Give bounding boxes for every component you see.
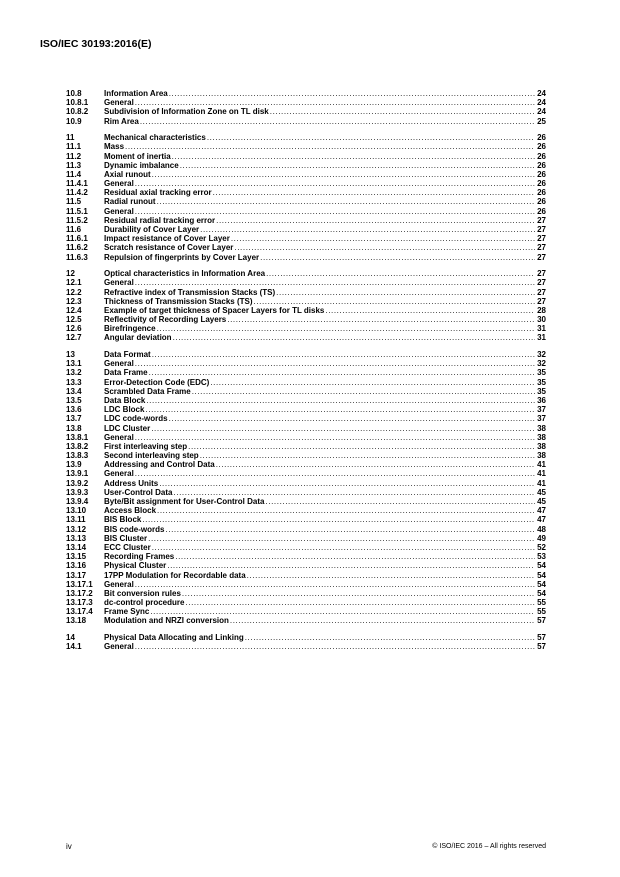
toc-entry-number: 10.8.2	[66, 107, 89, 117]
toc-dot-leader	[325, 306, 535, 315]
toc-entry-title: General	[104, 469, 134, 479]
toc-entry-page: 38	[537, 441, 546, 451]
toc-dot-leader	[173, 333, 535, 342]
toc-dot-leader	[159, 479, 535, 488]
toc-entry[interactable]	[66, 278, 546, 287]
toc-dot-leader	[245, 633, 535, 642]
toc-entry-title: General	[104, 179, 134, 189]
toc-entry-page: 27	[537, 215, 546, 225]
toc-entry[interactable]	[66, 469, 546, 478]
toc-entry-page: 32	[537, 350, 546, 360]
toc-entry-page: 45	[537, 487, 546, 497]
toc-entry[interactable]	[66, 89, 546, 98]
toc-entry-number: 11.6.2	[66, 243, 88, 253]
toc-dot-leader	[135, 469, 535, 478]
toc-entry[interactable]	[66, 497, 546, 506]
toc-dot-leader	[172, 152, 535, 161]
toc-entry-title: Physical Data Allocating and Linking	[104, 633, 244, 643]
toc-entry-page: 41	[537, 478, 546, 488]
toc-entry-title: General	[104, 432, 134, 442]
toc-entry-title: Scrambled Data Frame	[104, 386, 191, 396]
toc-entry-number: 13.6	[66, 405, 82, 415]
toc-entry-title: dc-control procedure	[104, 598, 185, 608]
toc-entry[interactable]	[66, 152, 546, 161]
toc-dot-leader	[192, 387, 535, 396]
toc-dot-leader	[207, 133, 535, 142]
toc-entry[interactable]	[66, 359, 546, 368]
toc-entry[interactable]	[66, 107, 546, 116]
toc-dot-leader	[145, 405, 535, 414]
toc-dot-leader	[135, 580, 535, 589]
toc-entry-title: Subdivision of Information Zone on TL disk	[104, 107, 269, 117]
toc-entry-title: Data Format	[104, 350, 151, 360]
toc-entry-number: 13.1	[66, 359, 82, 369]
toc-entry-page: 36	[537, 395, 546, 405]
toc-entry-page: 26	[537, 197, 546, 207]
toc-entry-page: 35	[537, 386, 546, 396]
toc-entry-page: 54	[537, 579, 546, 589]
toc-entry-page: 45	[537, 497, 546, 507]
toc-entry-page: 27	[537, 287, 546, 297]
toc-entry-page: 57	[537, 616, 546, 626]
toc-dot-leader	[152, 350, 535, 359]
toc-entry-page: 26	[537, 160, 546, 170]
toc-dot-leader	[231, 234, 535, 243]
toc-entry[interactable]	[66, 324, 546, 333]
toc-entry-page: 27	[537, 269, 546, 279]
toc-entry-title: Angular deviation	[104, 333, 172, 343]
toc-dot-leader	[216, 216, 535, 225]
toc-entry[interactable]	[66, 350, 546, 359]
table-of-contents	[66, 89, 546, 651]
toc-entry-page: 38	[537, 451, 546, 461]
toc-entry-page: 38	[537, 432, 546, 442]
toc-entry-title: User-Control Data	[104, 487, 173, 497]
toc-entry-page: 26	[537, 151, 546, 161]
toc-dot-leader	[247, 571, 535, 580]
toc-entry-number: 13.16	[66, 561, 87, 571]
toc-entry-number: 13.9.1	[66, 469, 89, 479]
toc-entry-title: General	[104, 278, 134, 288]
toc-entry-title: Reflectivity of Recording Layers	[104, 315, 227, 325]
toc-entry-title: Birefringence	[104, 324, 156, 334]
toc-dot-leader	[227, 315, 535, 324]
toc-entry-page: 41	[537, 460, 546, 470]
toc-dot-leader	[135, 642, 535, 651]
toc-entry-page: 31	[537, 324, 546, 334]
toc-entry[interactable]	[66, 424, 546, 433]
toc-entry-number: 13.18	[66, 616, 87, 626]
toc-entry-page: 49	[537, 533, 546, 543]
toc-entry[interactable]	[66, 98, 546, 107]
toc-entry[interactable]	[66, 571, 546, 580]
toc-entry-page: 26	[537, 142, 546, 152]
toc-dot-leader	[167, 561, 535, 570]
toc-entry-page: 41	[537, 469, 546, 479]
toc-entry-number: 13.10	[66, 506, 87, 516]
toc-entry-title: Durability of Cover Layer	[104, 225, 200, 235]
toc-entry-number: 13.17.4	[66, 607, 93, 617]
toc-dot-leader	[188, 442, 535, 451]
toc-dot-leader	[157, 197, 535, 206]
toc-dot-leader	[125, 142, 535, 151]
toc-entry-page: 35	[537, 377, 546, 387]
toc-entry-title: Rim Area	[104, 116, 139, 126]
toc-entry-title: Mass	[104, 142, 125, 152]
toc-entry-number: 13.8.3	[66, 451, 89, 461]
toc-entry[interactable]	[66, 306, 546, 315]
toc-entry-page: 48	[537, 524, 546, 534]
toc-entry[interactable]	[66, 598, 546, 607]
toc-entry-page: 57	[537, 633, 546, 643]
toc-entry[interactable]	[66, 225, 546, 234]
toc-entry-number: 13.4	[66, 386, 82, 396]
toc-entry[interactable]	[66, 333, 546, 342]
toc-entry-title: Example of target thickness of Spacer Layers for TL disks	[104, 305, 325, 315]
toc-entry-title: Residual axial tracking error	[104, 188, 212, 198]
toc-entry-title: Mechanical characteristics	[104, 133, 206, 143]
toc-entry-page: 57	[537, 642, 546, 652]
toc-entry-title: Second interleaving step	[104, 451, 199, 461]
toc-entry[interactable]	[66, 142, 546, 151]
toc-entry-number: 13.9.4	[66, 497, 89, 507]
toc-entry[interactable]	[66, 207, 546, 216]
toc-entry-number: 13.17	[66, 570, 87, 580]
toc-entry[interactable]	[66, 179, 546, 188]
toc-entry-number: 12.4	[66, 305, 82, 315]
toc-entry-number: 13.9	[66, 460, 82, 470]
toc-entry-title: Access Block	[104, 506, 157, 516]
toc-entry[interactable]	[66, 133, 546, 142]
toc-entry-page: 27	[537, 243, 546, 253]
toc-dot-leader	[230, 616, 535, 625]
toc-entry[interactable]	[66, 188, 546, 197]
toc-entry-number: 13	[66, 350, 75, 360]
toc-entry[interactable]	[66, 506, 546, 515]
toc-entry-page: 26	[537, 206, 546, 216]
toc-dot-leader	[149, 368, 535, 377]
toc-entry-number: 11.4.1	[66, 179, 88, 189]
toc-entry-title: Frame Sync	[104, 607, 150, 617]
toc-entry-number: 11.3	[66, 160, 82, 170]
toc-entry-title: Error-Detection Code (EDC)	[104, 377, 210, 387]
toc-entry-page: 53	[537, 552, 546, 562]
toc-entry-number: 13.8.2	[66, 441, 89, 451]
toc-entry-title: General	[104, 642, 134, 652]
toc-entry-number: 11.1	[66, 142, 82, 152]
toc-entry-page: 31	[537, 333, 546, 343]
toc-entry[interactable]	[66, 534, 546, 543]
toc-entry-page: 24	[537, 107, 546, 117]
toc-entry-page: 55	[537, 607, 546, 617]
copyright-notice: © ISO/IEC 2016 – All rights reserved	[432, 843, 546, 850]
toc-entry-title: Residual radial tracking error	[104, 215, 216, 225]
toc-entry-title: First interleaving step	[104, 441, 188, 451]
toc-entry[interactable]	[66, 479, 546, 488]
toc-entry-title: Refractive index of Transmission Stacks (TS)	[104, 287, 276, 297]
toc-dot-leader	[169, 89, 535, 98]
toc-entry-number: 11	[66, 133, 75, 143]
toc-entry[interactable]	[66, 433, 546, 442]
toc-dot-leader	[135, 278, 535, 287]
toc-entry-page: 55	[537, 598, 546, 608]
toc-entry-page: 54	[537, 588, 546, 598]
toc-entry-number: 13.14	[66, 542, 87, 552]
toc-entry-title: Addressing and Control Data	[104, 460, 215, 470]
toc-entry-number: 13.12	[66, 524, 87, 534]
toc-dot-leader	[200, 451, 535, 460]
toc-dot-leader	[157, 324, 535, 333]
toc-entry[interactable]	[66, 170, 546, 179]
toc-dot-leader	[135, 359, 535, 368]
toc-dot-leader	[142, 515, 535, 524]
toc-entry-page: 54	[537, 561, 546, 571]
toc-entry-number: 13.3	[66, 377, 82, 387]
toc-entry-title: BIS Cluster	[104, 533, 148, 543]
toc-entry-title: ECC Cluster	[104, 542, 151, 552]
toc-entry-page: 54	[537, 570, 546, 580]
toc-entry-page: 32	[537, 359, 546, 369]
toc-entry-title: Recording Frames	[104, 552, 175, 562]
toc-entry-number: 11.6.3	[66, 252, 88, 262]
toc-dot-leader	[151, 424, 535, 433]
toc-entry-page: 52	[537, 542, 546, 552]
toc-entry[interactable]	[66, 253, 546, 262]
toc-entry-page: 25	[537, 116, 546, 126]
toc-dot-leader	[254, 297, 536, 306]
toc-entry-number: 10.8.1	[66, 98, 89, 108]
toc-dot-leader	[135, 98, 535, 107]
toc-entry[interactable]	[66, 642, 546, 651]
toc-entry-page: 26	[537, 169, 546, 179]
toc-entry-number: 12.3	[66, 296, 82, 306]
toc-entry-page: 27	[537, 278, 546, 288]
toc-entry-number: 13.2	[66, 368, 82, 378]
toc-entry[interactable]	[66, 161, 546, 170]
toc-entry-title: Byte/Bit assignment for User-Control Data	[104, 497, 265, 507]
toc-entry-title: Data Block	[104, 395, 146, 405]
toc-entry-title: Scratch resistance of Cover Layer	[104, 243, 234, 253]
toc-dot-leader	[213, 188, 535, 197]
toc-dot-leader	[169, 414, 535, 423]
toc-entry[interactable]	[66, 315, 546, 324]
toc-entry[interactable]	[66, 460, 546, 469]
toc-entry[interactable]	[66, 451, 546, 460]
toc-entry-title: General	[104, 98, 134, 108]
toc-entry-number: 13.11	[66, 515, 86, 525]
toc-entry-page: 37	[537, 405, 546, 415]
toc-entry-number: 13.5	[66, 395, 82, 405]
toc-entry-number: 13.8	[66, 423, 82, 433]
toc-dot-leader	[140, 117, 535, 126]
toc-entry-number: 12.5	[66, 315, 82, 325]
toc-entry-title: BIS code-words	[104, 524, 165, 534]
toc-entry-page: 26	[537, 133, 546, 143]
toc-entry[interactable]	[66, 552, 546, 561]
toc-entry[interactable]	[66, 580, 546, 589]
toc-entry[interactable]	[66, 288, 546, 297]
toc-entry-title: Address Units	[104, 478, 159, 488]
toc-entry-number: 10.9	[66, 116, 82, 126]
toc-entry-page: 30	[537, 315, 546, 325]
toc-entry-title: General	[104, 359, 134, 369]
toc-dot-leader	[180, 161, 535, 170]
toc-entry-number: 11.6.1	[66, 234, 88, 244]
toc-entry[interactable]	[66, 633, 546, 642]
toc-entry-title: BIS Block	[104, 515, 142, 525]
toc-entry-title: Modulation and NRZI conversion	[104, 616, 229, 626]
toc-entry-number: 12	[66, 269, 75, 279]
toc-entry[interactable]	[66, 414, 546, 423]
toc-entry-page: 26	[537, 188, 546, 198]
toc-entry-number: 13.9.2	[66, 478, 89, 488]
toc-entry-number: 13.7	[66, 414, 82, 424]
toc-entry[interactable]	[66, 368, 546, 377]
toc-entry-number: 13.15	[66, 552, 87, 562]
toc-entry[interactable]	[66, 117, 546, 126]
toc-dot-leader	[175, 552, 535, 561]
toc-entry[interactable]	[66, 561, 546, 570]
toc-entry-page: 37	[537, 414, 546, 424]
toc-dot-leader	[182, 589, 535, 598]
toc-dot-leader	[146, 396, 535, 405]
toc-entry-title: Axial runout	[104, 169, 151, 179]
toc-entry[interactable]	[66, 234, 546, 243]
toc-entry-page: 28	[537, 305, 546, 315]
toc-entry[interactable]	[66, 607, 546, 616]
toc-dot-leader	[150, 607, 535, 616]
toc-entry[interactable]	[66, 589, 546, 598]
toc-dot-leader	[135, 433, 535, 442]
toc-entry-title: Bit conversion rules	[104, 588, 181, 598]
toc-dot-leader	[173, 488, 535, 497]
toc-entry-title: Data Frame	[104, 368, 148, 378]
toc-dot-leader	[276, 288, 535, 297]
toc-entry-title: Moment of inertia	[104, 151, 171, 161]
toc-entry[interactable]	[66, 525, 546, 534]
toc-entry-page: 35	[537, 368, 546, 378]
toc-dot-leader	[266, 269, 535, 278]
toc-entry-title: Repulsion of fingerprints by Cover Layer	[104, 252, 260, 262]
toc-entry-title: Impact resistance of Cover Layer	[104, 234, 230, 244]
toc-dot-leader	[270, 107, 535, 116]
toc-dot-leader	[157, 506, 535, 515]
toc-entry-page: 27	[537, 225, 546, 235]
toc-entry-number: 11.2	[66, 151, 82, 161]
toc-entry-title: Radial runout	[104, 197, 156, 207]
toc-entry-number: 13.9.3	[66, 487, 89, 497]
toc-entry-page: 26	[537, 179, 546, 189]
toc-entry-page: 24	[537, 98, 546, 108]
toc-entry-number: 11.4.2	[66, 188, 88, 198]
toc-entry-page: 38	[537, 423, 546, 433]
toc-entry-title: Optical characteristics in Information Area	[104, 269, 266, 279]
toc-dot-leader	[210, 378, 535, 387]
toc-entry-title: LDC Block	[104, 405, 145, 415]
toc-entry[interactable]	[66, 543, 546, 552]
toc-entry-title: Information Area	[104, 89, 168, 98]
toc-entry-title: Dynamic imbalance	[104, 160, 179, 170]
toc-entry-number: 13.17.2	[66, 588, 93, 598]
toc-entry-number: 13.17.3	[66, 598, 93, 608]
toc-entry-page: 27	[537, 234, 546, 244]
toc-entry-title: Thickness of Transmission Stacks (TS)	[104, 296, 253, 306]
toc-entry[interactable]	[66, 243, 546, 252]
toc-dot-leader	[135, 207, 535, 216]
toc-dot-leader	[216, 460, 535, 469]
toc-entry-title: General	[104, 206, 134, 216]
toc-entry[interactable]	[66, 442, 546, 451]
toc-dot-leader	[200, 225, 535, 234]
toc-entry[interactable]	[66, 488, 546, 497]
toc-entry-number: 11.5.1	[66, 206, 88, 216]
toc-dot-leader	[148, 534, 535, 543]
toc-dot-leader	[185, 598, 535, 607]
toc-entry-number: 13.17.1	[66, 579, 93, 589]
toc-dot-leader	[152, 543, 535, 552]
toc-entry-number: 10.8	[66, 89, 82, 98]
toc-entry-number: 11.5	[66, 197, 82, 207]
toc-entry-number: 13.13	[66, 533, 87, 543]
toc-entry-page: 47	[537, 506, 546, 516]
toc-entry[interactable]	[66, 387, 546, 396]
toc-dot-leader	[165, 525, 535, 534]
toc-dot-leader	[260, 253, 535, 262]
toc-entry-number: 12.1	[66, 278, 82, 288]
toc-entry[interactable]	[66, 269, 546, 278]
toc-entry-page: 24	[537, 89, 546, 98]
toc-entry-number: 11.6	[66, 225, 82, 235]
toc-dot-leader	[234, 243, 535, 252]
page-number: iv	[66, 842, 72, 851]
toc-entry[interactable]	[66, 405, 546, 414]
toc-entry-title: 17PP Modulation for Recordable data	[104, 570, 246, 580]
toc-entry-page: 47	[537, 515, 546, 525]
toc-entry-title: LDC Cluster	[104, 423, 151, 433]
toc-entry[interactable]	[66, 616, 546, 625]
toc-entry-number: 14	[66, 633, 75, 643]
toc-entry-title: General	[104, 579, 134, 589]
toc-entry-number: 11.5.2	[66, 215, 88, 225]
toc-entry[interactable]	[66, 197, 546, 206]
document-header: ISO/IEC 30193:2016(E)	[40, 38, 152, 50]
toc-entry[interactable]	[66, 216, 546, 225]
toc-entry-number: 12.6	[66, 324, 82, 334]
toc-entry-number: 13.8.1	[66, 432, 89, 442]
toc-entry[interactable]	[66, 515, 546, 524]
toc-dot-leader	[265, 497, 535, 506]
toc-entry[interactable]	[66, 396, 546, 405]
toc-entry-page: 27	[537, 296, 546, 306]
toc-entry[interactable]	[66, 297, 546, 306]
toc-entry-page: 27	[537, 252, 546, 262]
toc-entry-number: 14.1	[66, 642, 82, 652]
toc-dot-leader	[152, 170, 535, 179]
toc-entry-number: 12.2	[66, 287, 82, 297]
toc-entry-number: 12.7	[66, 333, 82, 343]
toc-dot-leader	[135, 179, 535, 188]
toc-entry-title: Physical Cluster	[104, 561, 167, 571]
toc-entry-number: 11.4	[66, 169, 82, 179]
toc-entry-title: LDC code-words	[104, 414, 168, 424]
toc-entry[interactable]	[66, 378, 546, 387]
